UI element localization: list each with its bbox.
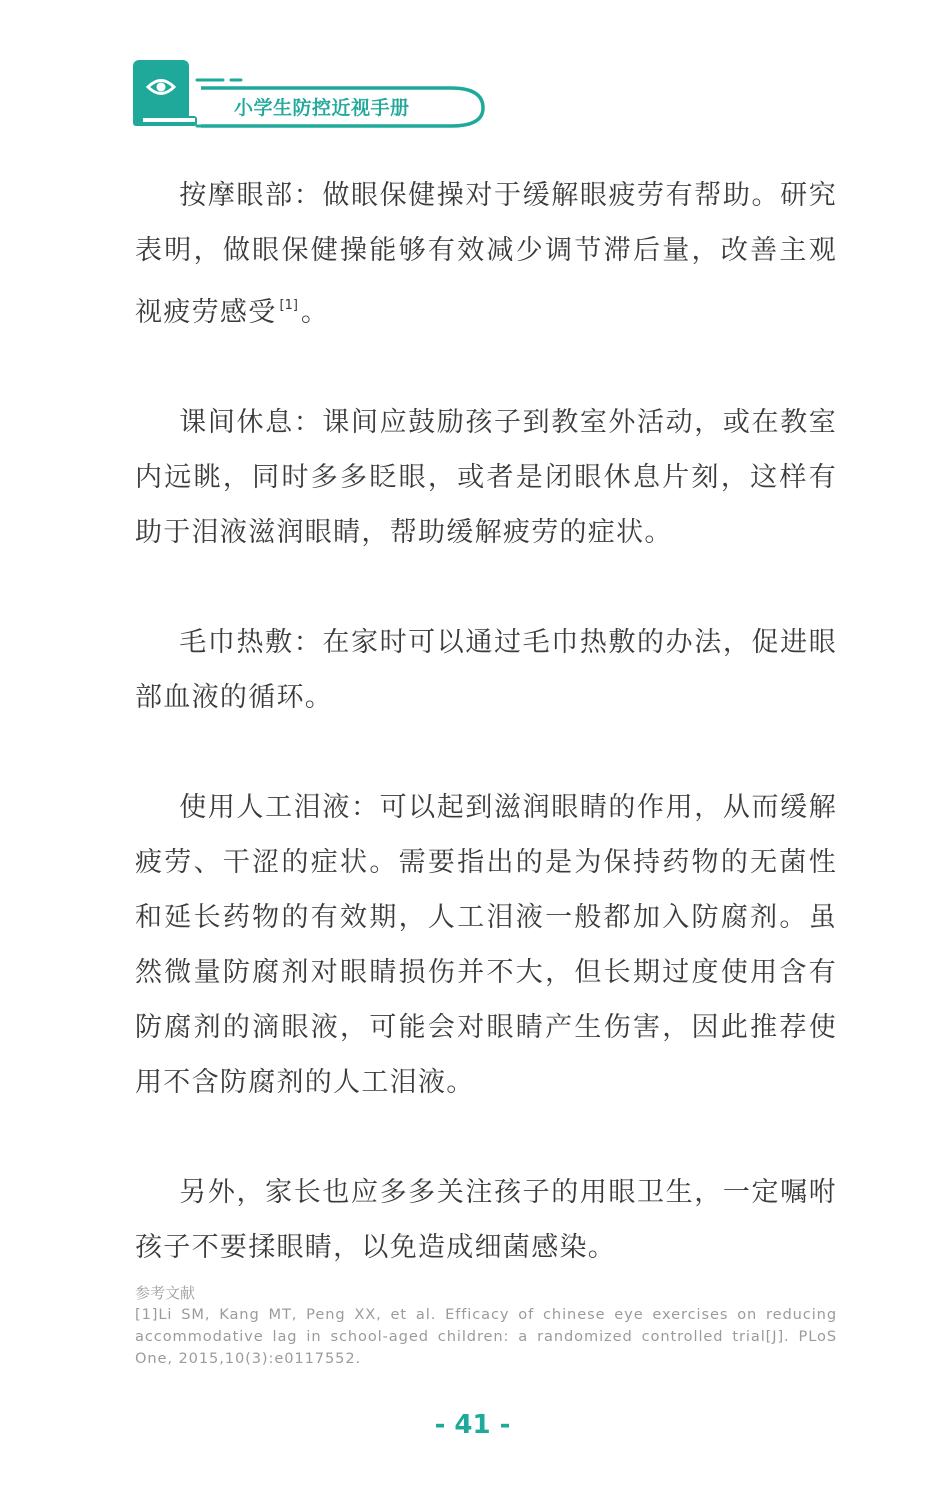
references [135, 1282, 837, 1370]
book-header [131, 58, 491, 134]
citation-ref[interactable]: [1] [279, 298, 298, 313]
paragraph-warm-towel: 毛巾热敷：在家时可以通过毛巾热敷的办法，促进眼部血液的循环。 [135, 627, 837, 713]
paragraph-artificial-tears: 使用人工泪液：可以起到滋润眼睛的作用，从而缓解疲劳、干涩的症状。需要指出的是为保持药物的无菌性和延长药物的有效期，人工泪液一般都加入防腐剂。虽然微量防腐剂对眼睛损伤并不大，但长期过度使用含有防腐剂的滴眼液，可能会对眼睛产生伤害，因此推荐使用不含防腐剂的人工泪液。 [135, 792, 837, 1098]
references-title: 参考文献 [135, 1284, 196, 1302]
reference-item: [1]Li SM, Kang MT, Peng XX, et al. Efficacy of chinese eye exercises on reducing accommodative lag in school-aged children: a randomized controlled trial[J]. PLoS One, 2015,10(3):e0117552. [135, 1306, 837, 1367]
paragraph-eye-massage: 按摩眼部：做眼保健操对于缓解眼疲劳有帮助。研究表明，做眼保健操能够有效减少调节滞后量，改善主观视疲劳感受 [1] 。 [135, 180, 837, 328]
main-content [135, 168, 837, 1275]
paragraph-class-break: 课间休息：课间应鼓励孩子到教室外活动，或在教室内远眺，同时多多眨眼，或者是闭眼休息片刻，这样有助于泪液滋润眼睛，帮助缓解疲劳的症状。 [135, 407, 837, 548]
paragraph-parent-advice: 另外，家长也应多多关注孩子的用眼卫生，一定嘱咐孩子不要揉眼睛，以免造成细菌感染。 [135, 1177, 837, 1263]
header-title: 小学生防控近视手册 [234, 97, 410, 119]
page-number: - 41 - [434, 1410, 511, 1440]
